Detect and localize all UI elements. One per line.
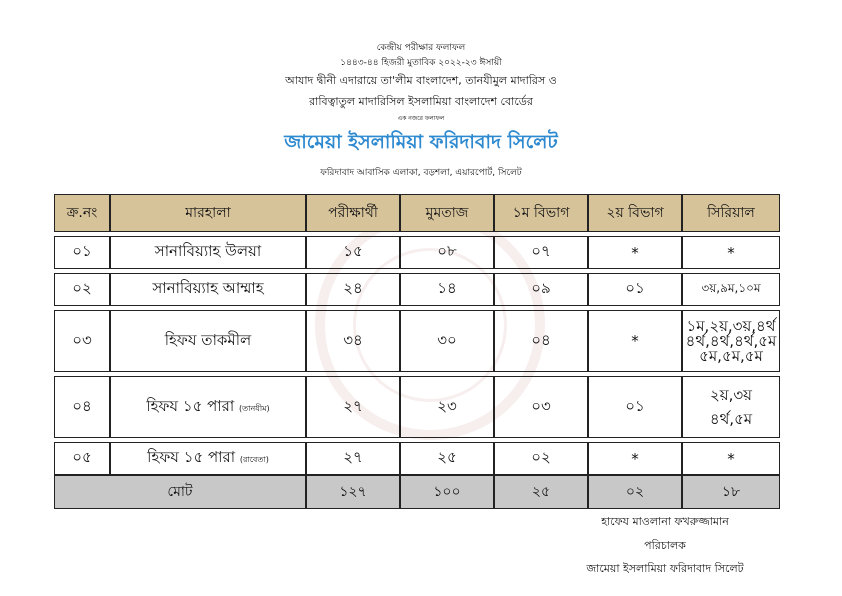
table-header-row (54, 194, 780, 232)
cell-second: ০১ (588, 376, 682, 438)
col-marhala: মারহালা (110, 194, 306, 232)
cell-examinees: ৩৪ (306, 310, 400, 372)
institution-name: জামেয়া ইসলামিয়া ফরিদাবাদ সিলেট (284, 131, 558, 153)
total-label: মোট (54, 475, 306, 509)
marhala-board: (তানযীম) (239, 403, 270, 413)
cell-marhala: হিফয তাকমীল (110, 310, 306, 372)
cell-second: * (588, 310, 682, 372)
institution-address: ফরিদাবাদ আবাসিক এলাকা, বড়শলা, এয়ারপোর্ট, সিলেট (320, 168, 522, 178)
cell-marhala: সানাবিয়্যাহ উলয়া (110, 236, 306, 269)
table-row (54, 310, 780, 372)
cell-serial (682, 376, 780, 438)
cell-first: ০৯ (494, 273, 588, 306)
cell-serial: * (682, 236, 780, 269)
cell-first: ০৭ (494, 236, 588, 269)
cell-sl: ০১ (54, 236, 110, 269)
serial-line: ৫ম,৫ম,৫ম (699, 346, 763, 365)
serial-line: ৪র্থ,৫ম (709, 410, 753, 428)
cell-marhala (110, 442, 306, 475)
cell-examinees: ১৫ (306, 236, 400, 269)
table-row (54, 376, 780, 438)
cell-second: ০১ (588, 273, 682, 306)
cell-serial: ৩য়,৯ম,১০ম (682, 273, 780, 306)
header-result-title: কেন্দ্রীয় পরীক্ষার ফলাফল (376, 43, 466, 53)
signatory-title: পরিচালক (644, 539, 686, 552)
total-examinees: ১২৭ (306, 475, 400, 509)
cell-second: * (588, 442, 682, 475)
total-row (54, 475, 780, 509)
col-position: সিরিয়াল (682, 194, 780, 232)
cell-marhala: সানাবিয়্যাহ আম্মাহ (110, 273, 306, 306)
cell-first: ০৩ (494, 376, 588, 438)
cell-mumtaz: ২৫ (400, 442, 494, 475)
signatory-org: জামেয়া ইসলামিয়া ফরিদাবাদ সিলেট (586, 562, 744, 575)
serial-line: ৪র্থ,৪র্থ,৪র্থ,৫ম (685, 331, 777, 350)
results-table (54, 194, 780, 509)
col-mumtaz: মুমতাজ (400, 194, 494, 232)
cell-mumtaz: ৩০ (400, 310, 494, 372)
cell-mumtaz: ১৪ (400, 273, 494, 306)
header-year: ১৪৪৩-৪৪ হিজরী মুতাবিক ২০২২-২৩ ঈসায়ী (340, 58, 502, 68)
table-row (54, 236, 780, 269)
signatory-name: হাফেয মাওলানা ফখরুজ্জামান (601, 515, 729, 528)
col-serial-no: ক্র.নং (54, 194, 110, 232)
header-board-line2: রাবিত্বাতুল মাদারিসিল ইসলামিয়া বাংলাদেশ বোর্ডের (309, 95, 533, 108)
table-row (54, 273, 780, 306)
cell-sl: ০৫ (54, 442, 110, 475)
cell-examinees: ২৪ (306, 273, 400, 306)
cell-second: * (588, 236, 682, 269)
total-first: ২৫ (494, 475, 588, 509)
col-first-division: ১ম বিভাগ (494, 194, 588, 232)
marhala-name: হিফয ১৫ পারা (146, 396, 235, 415)
table-row (54, 442, 780, 475)
marhala-name: হিফয ১৫ পারা (147, 448, 236, 466)
cell-sl: ০২ (54, 273, 110, 306)
cell-first: ০২ (494, 442, 588, 475)
header-at-a-glance: এক নজরে ফলাফল (397, 115, 445, 122)
header-board-line1: আযাদ দ্বীনী এদারায়ে তা'লীম বাংলাদেশ, তানযীমুল মাদারিস ও (285, 74, 557, 87)
cell-examinees: ২৭ (306, 442, 400, 475)
cell-marhala (110, 376, 306, 438)
serial-line: ১ম,২য়,৩য়,৪র্থ (686, 316, 776, 335)
serial-line: ২য়,৩য় (710, 386, 752, 404)
cell-first: ০৪ (494, 310, 588, 372)
total-second: ০২ (588, 475, 682, 509)
col-examinees: পরীক্ষার্থী (306, 194, 400, 232)
marhala-board: (রাবেতা) (239, 455, 269, 464)
cell-serial (682, 310, 780, 372)
cell-examinees: ২৭ (306, 376, 400, 438)
cell-sl: ০৩ (54, 310, 110, 372)
cell-mumtaz: ২৩ (400, 376, 494, 438)
cell-sl: ০৪ (54, 376, 110, 438)
cell-serial: * (682, 442, 780, 475)
cell-mumtaz: ০৮ (400, 236, 494, 269)
total-serial: ১৮ (682, 475, 780, 509)
total-mumtaz: ১০০ (400, 475, 494, 509)
col-second-division: ২য় বিভাগ (588, 194, 682, 232)
